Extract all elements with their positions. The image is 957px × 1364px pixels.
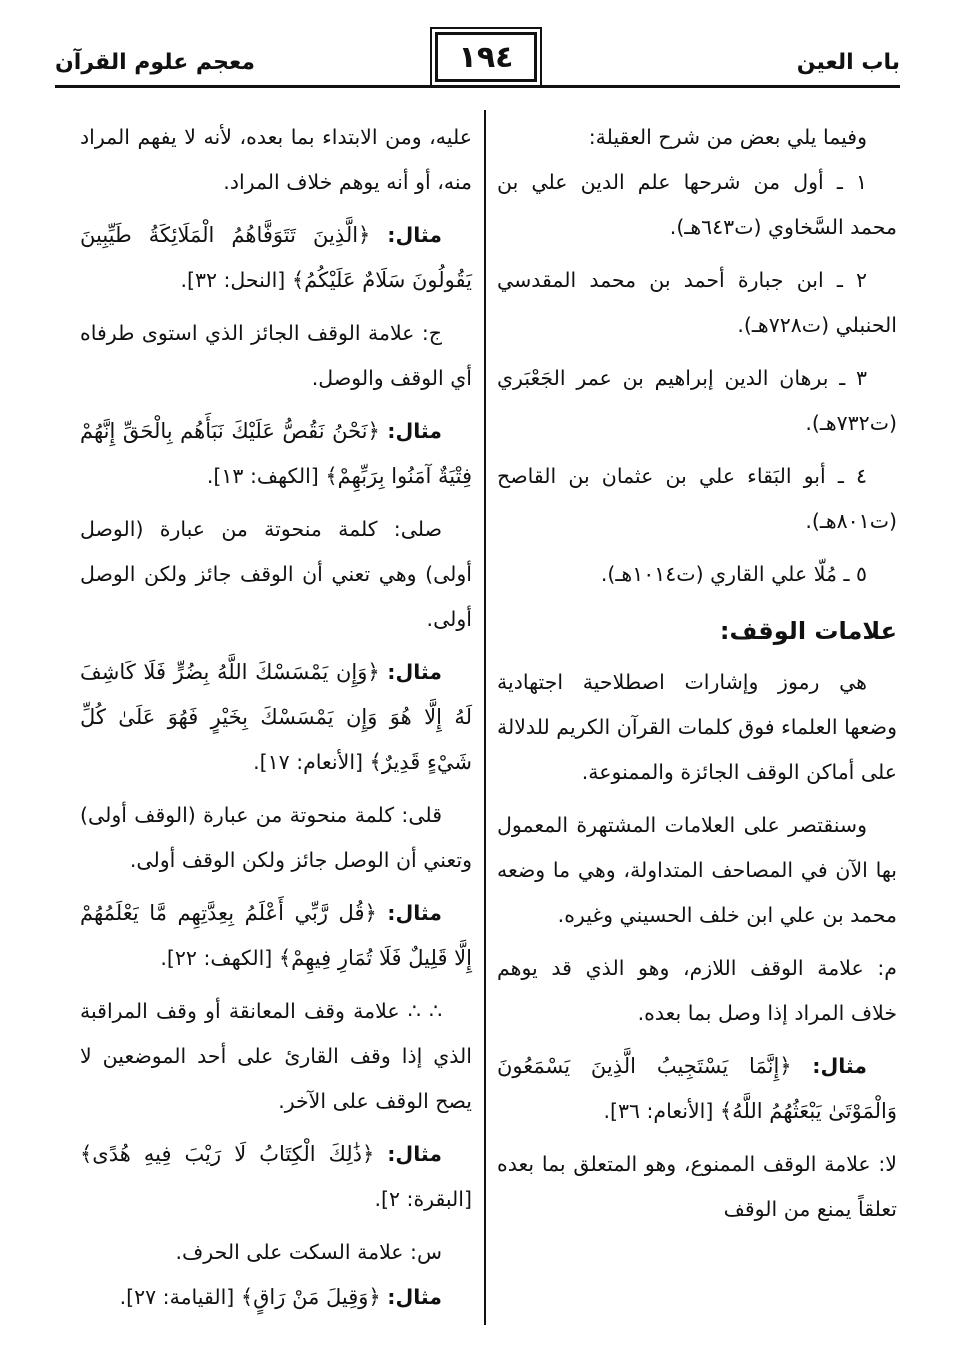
verse-reference: [البقرة: ٢]. [374,1187,472,1211]
quran-verse: ﴿نَحْنُ نَقُصُّ عَلَيْكَ نَبَأَهُم بِالْحَقِّ إِنَّهُمْ فِتْيَةٌ آمَنُوا بِرَبِّهِمْ﴾ [80,419,472,488]
paragraph: صلى: كلمة منحوتة من عبارة (الوصل أولى) وهي تعني أن الوقف جائز ولكن الوصل أولى. [80,517,472,631]
header-rule [55,85,900,88]
example: مثال: ﴿وَإِن يَمْسَسْكَ اللَّهُ بِضُرٍّ فَلَا كَاشِفَ لَهُ إِلَّا هُوَ وَإِن يَمْسَسْكَ بِخَيْرٍ فَهُوَ عَلَىٰ كُلِّ شَيْءٍ قَدِيرٌ﴾ [الأنعام: ١٧]. [80,660,472,774]
example: مثال: ﴿الَّذِينَ تَتَوَفَّاهُمُ الْمَلَائِكَةُ طَيِّبِينَ يَقُولُونَ سَلَامٌ عَلَيْكُمُ﴾ [النحل: ٣٢]. [80,223,472,292]
quran-verse: ﴿وَقِيلَ مَنْ رَاقٍ﴾ [240,1285,381,1309]
list-item: ٣ ـ برهان الدين إبراهيم بن عمر الجَعْبَري (ت٧٣٢هـ). [497,366,897,435]
verse-reference: [الأنعام: ١٧]. [253,750,364,774]
paragraph: وسنقتصر على العلامات المشتهرة المعمول بها الآن في المصاحف المتداولة، وهي ما وضعه محمد بن علي ابن خلف الحسيني وغيره. [497,813,897,927]
example: مثال: ﴿وَقِيلَ مَنْ رَاقٍ﴾ [القيامة: ٢٧]. [119,1285,442,1309]
list-item: ٢ ـ ابن جبارة أحمد بن محمد المقدسي الحنبلي (ت٧٢٨هـ). [497,268,897,337]
verse-reference: [النحل: ٣٢]. [180,268,286,292]
example: مثال: ﴿قُل رَّبِّي أَعْلَمُ بِعِدَّتِهِم مَّا يَعْلَمُهُمْ إِلَّا قَلِيلٌ فَلَا تُمَارِ فِيهِمْ﴾ [الكهف: ٢٢]. [80,901,472,970]
paragraph: ج: علامة الوقف الجائز الذي استوى طرفاه أي الوقف والوصل. [80,321,472,390]
paragraph: قلى: كلمة منحوتة من عبارة (الوقف أولى) وتعني أن الوصل جائز ولكن الوقف أولى. [80,803,472,872]
chapter-title: باب العين [796,50,900,75]
paragraph: هي رموز وإشارات اصطلاحية اجتهادية وضعها العلماء فوق كلمات القرآن الكريم للدلالة على أماكن الوقف الجائزة والممنوعة. [497,670,897,784]
list-item: ٥ ـ مُلّا علي القاري (ت١٠١٤هـ). [600,562,867,586]
quran-verse: ﴿الَّذِينَ تَتَوَفَّاهُمُ الْمَلَائِكَةُ طَيِّبِينَ يَقُولُونَ سَلَامٌ عَلَيْكُمُ﴾ [80,223,472,292]
verse-reference: [الأنعام: ٣٦]. [603,1099,714,1123]
quran-verse: ﴿ذَٰلِكَ الْكِتَابُ لَا رَيْبَ فِيهِ هُدًى﴾ [80,1142,375,1166]
verse-reference: [الكهف: ١٣]. [206,464,319,488]
verse-reference: [الكهف: ٢٢]. [160,946,273,970]
paragraph: م: علامة الوقف اللازم، وهو الذي قد يوهم خلاف المراد إذا وصل بما بعده. [497,956,897,1025]
example: مثال: ﴿ذَٰلِكَ الْكِتَابُ لَا رَيْبَ فِيهِ هُدًى﴾ [البقرة: ٢]. [80,1142,472,1211]
right-column [497,115,897,1232]
column-divider [484,110,486,1325]
quran-verse: ﴿إِنَّمَا يَسْتَجِيبُ الَّذِينَ يَسْمَعُونَ وَالْمَوْتَىٰ يَبْعَثُهُمُ اللَّهُ﴾ [497,1054,897,1123]
left-column [80,115,472,1320]
book-title: معجم علوم القرآن [55,50,256,75]
example: مثال: ﴿إِنَّمَا يَسْتَجِيبُ الَّذِينَ يَسْمَعُونَ وَالْمَوْتَىٰ يَبْعَثُهُمُ اللَّهُ﴾ [الأنعام: ٣٦]. [497,1054,897,1123]
intro-text: وفيما يلي بعض من شرح العقيلة: [588,125,867,149]
quran-verse: ﴿قُل رَّبِّي أَعْلَمُ بِعِدَّتِهِم مَّا يَعْلَمُهُمْ إِلَّا قَلِيلٌ فَلَا تُمَارِ فِيهِمْ﴾ [80,901,472,970]
example: مثال: ﴿نَحْنُ نَقُصُّ عَلَيْكَ نَبَأَهُم بِالْحَقِّ إِنَّهُمْ فِتْيَةٌ آمَنُوا بِرَبِّهِمْ﴾ [الكهف: ١٣]. [80,419,472,488]
paragraph: لا: علامة الوقف الممنوع، وهو المتعلق بما بعده تعلقاً يمنع من الوقف [497,1152,897,1221]
list-item: ٤ ـ أبو البَقاء علي بن عثمان بن القاصح (ت٨٠١هـ). [497,464,897,533]
verse-reference: [القيامة: ٢٧]. [119,1285,235,1309]
quran-verse: ﴿وَإِن يَمْسَسْكَ اللَّهُ بِضُرٍّ فَلَا كَاشِفَ لَهُ إِلَّا هُوَ وَإِن يَمْسَسْكَ بِخَيْرٍ فَهُوَ عَلَىٰ كُلِّ شَيْءٍ قَدِيرٌ﴾ [80,660,472,774]
page-header [55,30,900,90]
section-heading: علامات الوقف: [719,617,897,645]
paragraph: ∴ ∴ علامة وقف المعانقة أو وقف المراقبة الذي إذا وقف القارئ على أحد الموضعين لا يصح الوقف على الآخر. [80,999,472,1113]
paragraph: عليه، ومن الابتداء بما بعده، لأنه لا يفهم المراد منه، أو أنه يوهم خلاف المراد. [80,125,472,194]
paragraph: س: علامة السكت على الحرف. [175,1240,442,1264]
page-number: ١٩٤ [435,32,537,82]
list-item: ١ ـ أول من شرحها علم الدين علي بن محمد السَّخاوي (ت٦٤٣هـ). [497,170,897,239]
